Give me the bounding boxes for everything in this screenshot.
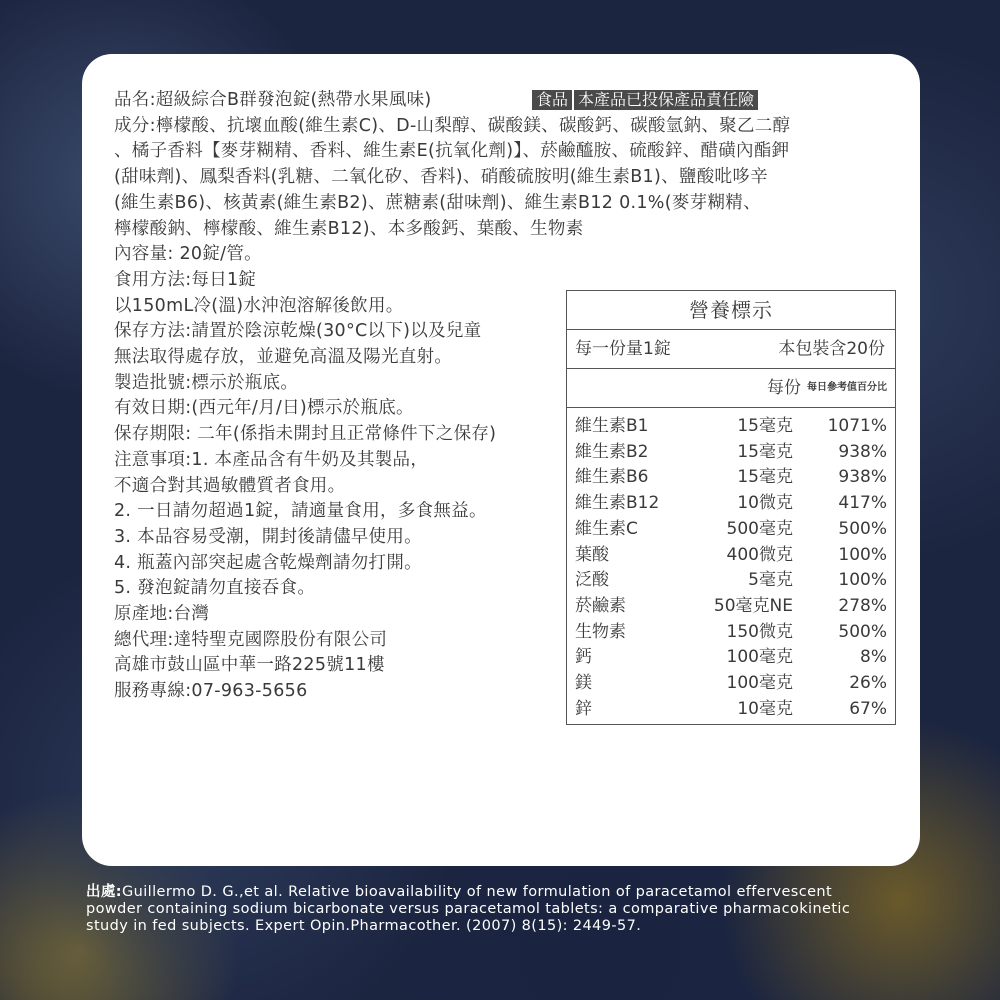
nutrient-name: 維生素B12 <box>575 493 660 514</box>
nutrient-daily-value: 938% <box>838 441 887 462</box>
nutrition-row <box>575 414 887 440</box>
nutrition-row <box>575 491 887 517</box>
nutrient-amount: 5毫克 <box>748 570 793 591</box>
notes-line: 注意事項:1. 本產品含有牛奶及其製品， <box>114 449 429 470</box>
nutrient-name: 維生素B6 <box>575 467 649 488</box>
address: 高雄市鼓山區中華一路225號11樓 <box>114 655 385 676</box>
usage-line: 食用方法:每日1錠 <box>114 269 257 290</box>
nutrition-rows <box>567 408 895 724</box>
nutrient-daily-value: 26% <box>849 673 887 694</box>
ingredients-line: (維生素B6)、核黃素(維生素B2)、蔗糖素(甜味劑)、維生素B12 0.1%(麥芽糊精、 <box>114 192 761 213</box>
nutrition-row <box>575 517 887 543</box>
nutrition-row <box>575 620 887 646</box>
storage-line: 保存方法:請置於陰涼乾燥(30°C以下)以及兒童 <box>114 321 482 342</box>
nutrition-title: 營養標示 <box>567 291 895 330</box>
hotline: 服務專線:07-963-5656 <box>114 681 308 702</box>
nutrient-amount: 10毫克 <box>737 698 793 719</box>
nutrient-daily-value: 100% <box>838 544 887 565</box>
notes-line: 4. 瓶蓋內部突起處含乾燥劑請勿打開。 <box>114 552 422 573</box>
origin: 原產地:台灣 <box>114 604 210 625</box>
nutrition-row <box>575 594 887 620</box>
nutrient-name: 維生素B1 <box>575 416 649 436</box>
daily-value-header: 每日參考值百分比 <box>807 382 887 393</box>
storage-line: 無法取得處存放，並避免高溫及陽光直射。 <box>114 347 453 368</box>
per-serving-header: 每份 <box>767 378 801 398</box>
nutrient-name: 鈣 <box>575 647 592 668</box>
nutrient-daily-value: 8% <box>860 647 887 668</box>
nutrient-name: 維生素B2 <box>575 441 649 462</box>
nutrition-row <box>575 543 887 569</box>
citation-line: powder containing sodium bicarbonate versus paracetamol tablets: a comparative pharmacokinetic <box>86 901 851 917</box>
nutrient-daily-value: 100% <box>838 570 887 591</box>
nutrient-name: 泛酸 <box>575 570 609 591</box>
notes-line: 不適合對其過敏體質者食用。 <box>114 475 346 496</box>
nutrient-name: 生物素 <box>575 621 626 642</box>
notes-line: 2. 一日請勿超過1錠，請適量食用，多食無益。 <box>114 501 487 522</box>
nutrient-name: 鋅 <box>575 698 592 719</box>
source-label: 出處: <box>86 884 122 900</box>
nutrient-name: 維生素C <box>575 518 638 539</box>
nutrition-table <box>566 290 896 725</box>
nutrient-name: 鎂 <box>575 673 592 694</box>
usage-line: 以150mL冷(溫)水沖泡溶解後飲用。 <box>114 295 404 316</box>
nutrition-row <box>575 440 887 466</box>
nutrition-row <box>575 568 887 594</box>
nutrition-row <box>575 671 887 697</box>
batch-number: 製造批號:標示於瓶底。 <box>114 372 299 393</box>
label-tags <box>532 90 758 110</box>
nutrient-amount: 100毫克 <box>726 647 793 668</box>
serving-row <box>567 330 895 369</box>
food-tag: 食品 <box>532 90 572 110</box>
nutrient-daily-value: 500% <box>838 518 887 539</box>
nutrient-name: 菸鹼素 <box>575 595 626 616</box>
nutrient-daily-value: 1071% <box>827 416 887 436</box>
nutrient-amount: 400微克 <box>726 544 793 565</box>
nutrient-daily-value: 500% <box>838 621 887 642</box>
nutrient-amount: 15毫克 <box>737 416 793 436</box>
nutrient-amount: 15毫克 <box>737 441 793 462</box>
nutrient-amount: 500毫克 <box>726 518 793 539</box>
nutrient-name: 葉酸 <box>575 544 609 565</box>
shelf-life: 保存期限: 二年(係指未開封且正常條件下之保存) <box>114 424 497 445</box>
nutrient-amount: 100毫克 <box>726 673 793 694</box>
nutrient-amount: 15毫克 <box>737 467 793 488</box>
agent: 總代理:達特聖克國際股份有限公司 <box>114 629 388 650</box>
ingredients-line: 、橘子香料【麥芽糊精、香料、維生素E(抗氧化劑)】、菸鹼醯胺、硫酸鋅、醋磺內酯鉀 <box>114 141 790 162</box>
citation-line: study in fed subjects. Expert Opin.Pharmacother. (2007) 8(15): 2449-57. <box>86 918 642 934</box>
citation-line: Guillermo D. G.,et al. Relative bioavailability of new formulation of paracetamol effervescent <box>122 884 833 900</box>
nutrient-daily-value: 417% <box>838 493 887 514</box>
expiry-date: 有效日期:(西元年/月/日)標示於瓶底。 <box>114 398 414 419</box>
servings-per-pack: 本包裝含20份 <box>778 339 885 359</box>
nutrient-daily-value: 278% <box>838 595 887 616</box>
nutrient-daily-value: 67% <box>849 698 887 719</box>
nutrition-row <box>575 697 887 723</box>
nutrition-header <box>567 369 895 408</box>
product-info-card <box>82 54 920 866</box>
nutrient-daily-value: 938% <box>838 467 887 488</box>
notes-line: 3. 本品容易受潮，開封後請儘早使用。 <box>114 526 422 547</box>
ingredients-line: 檸檬酸鈉、檸檬酸、維生素B12)、本多酸鈣、葉酸、生物素 <box>114 218 584 239</box>
nutrition-row <box>575 645 887 671</box>
nutrient-amount: 50毫克NE <box>713 595 793 616</box>
serving-size: 每一份量1錠 <box>575 339 671 359</box>
ingredients-line: 成分:檸檬酸、抗壞血酸(維生素C)、D-山梨醇、碳酸鎂、碳酸鈣、碳酸氫鈉、聚乙二醇 <box>114 115 791 136</box>
insurance-tag: 本產品已投保產品責任險 <box>574 90 758 110</box>
nutrition-row <box>575 465 887 491</box>
ingredients-line: (甜味劑)、鳳梨香料(乳糖、二氧化矽、香料)、硝酸硫胺明(維生素B1)、鹽酸吡哆辛 <box>114 167 768 188</box>
content-volume: 內容量: 20錠/管。 <box>114 244 262 265</box>
nutrient-amount: 10微克 <box>737 493 793 514</box>
notes-line: 5. 發泡錠請勿直接吞食。 <box>114 578 316 599</box>
product-name: 品名:超級綜合B群發泡錠(熱帶水果風味) <box>114 90 432 110</box>
nutrient-amount: 150微克 <box>726 621 793 642</box>
citation <box>86 884 936 935</box>
